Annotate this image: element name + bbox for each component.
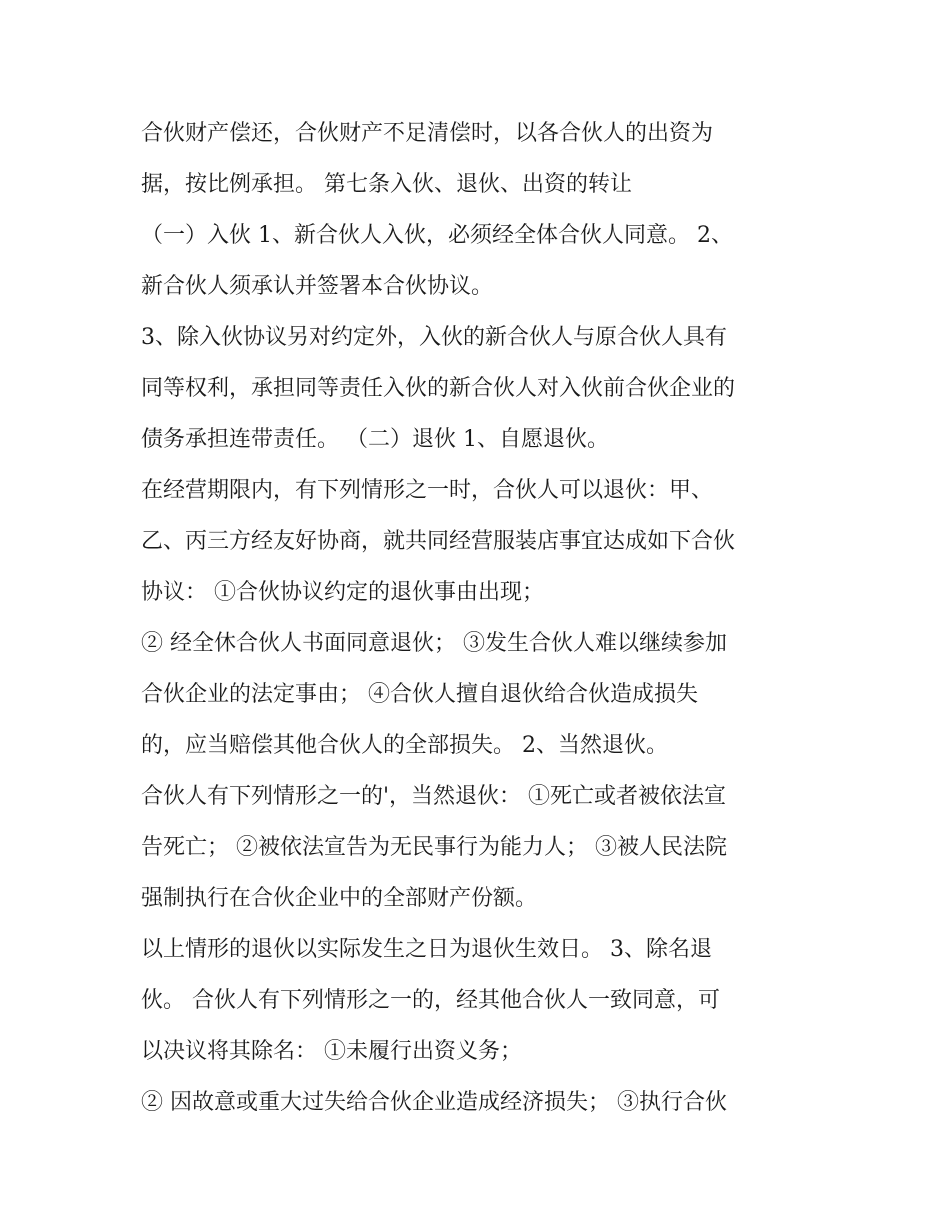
text-line: 同等权利，承担同等责任入伙的新合伙人对入伙前合伙企业的 [141,376,736,401]
text-line: ② 经全休合伙人书面同意退伙； ③发生合伙人难以继续参加 [141,631,727,656]
text-line: 伙。 合伙人有下列情形之一的，经其他合伙人一致同意，可 [141,988,720,1013]
text-line: 合伙企业的法定事由； ④合伙人擅自退伙给合伙造成损失 [141,682,698,707]
text-line: 协议： ①合伙协议约定的退伙事由出现； [141,580,544,605]
text-line: 乙、丙三方经友好协商，就共同经营服装店事宜达成如下合伙 [141,529,736,554]
text-line: 告死亡； ②被依法宣告为无民事行为能力人； ③被人民法院 [141,835,727,860]
text-line: 以上情形的退伙以实际发生之日为退伙生效日。 3、除名退 [141,937,712,962]
text-line: 据，按比例承担。 第七条入伙、退伙、出资的转让 [141,172,632,197]
text-line: 债务承担连带责任。 （二）退伙 1、自愿退伙。 [141,427,609,452]
text-line: 在经营期限内，有下列情形之一时，合伙人可以退伙：甲、 [141,478,714,503]
text-line: 以决议将其除名： ①未履行出资义务； [141,1039,522,1064]
text-line: 强制执行在合伙企业中的全部财产份额。 [141,886,538,911]
text-line: 3、除入伙协议另对约定外，入伙的新合伙人与原合伙人具有 [141,325,727,350]
document-body [141,108,821,1128]
text-line: 合伙人有下列情形之一的'，当然退伙： ①死亡或者被依法宣 [141,784,727,809]
text-line: 的，应当赔偿其他合伙人的全部损失。 2、当然退伙。 [141,733,668,758]
text-line: 新合伙人须承认并签署本合伙协议。 [141,274,494,299]
text-line: ② 因故意或重大过失给合伙企业造成经济损失； ③执行合伙 [141,1090,727,1115]
text-line: 合伙财产偿还，合伙财产不足清偿时，以各合伙人的出资为 [141,121,714,146]
text-line: （一）入伙 1、新合伙人入伙，必须经全体合伙人同意。 2、 [141,223,733,248]
